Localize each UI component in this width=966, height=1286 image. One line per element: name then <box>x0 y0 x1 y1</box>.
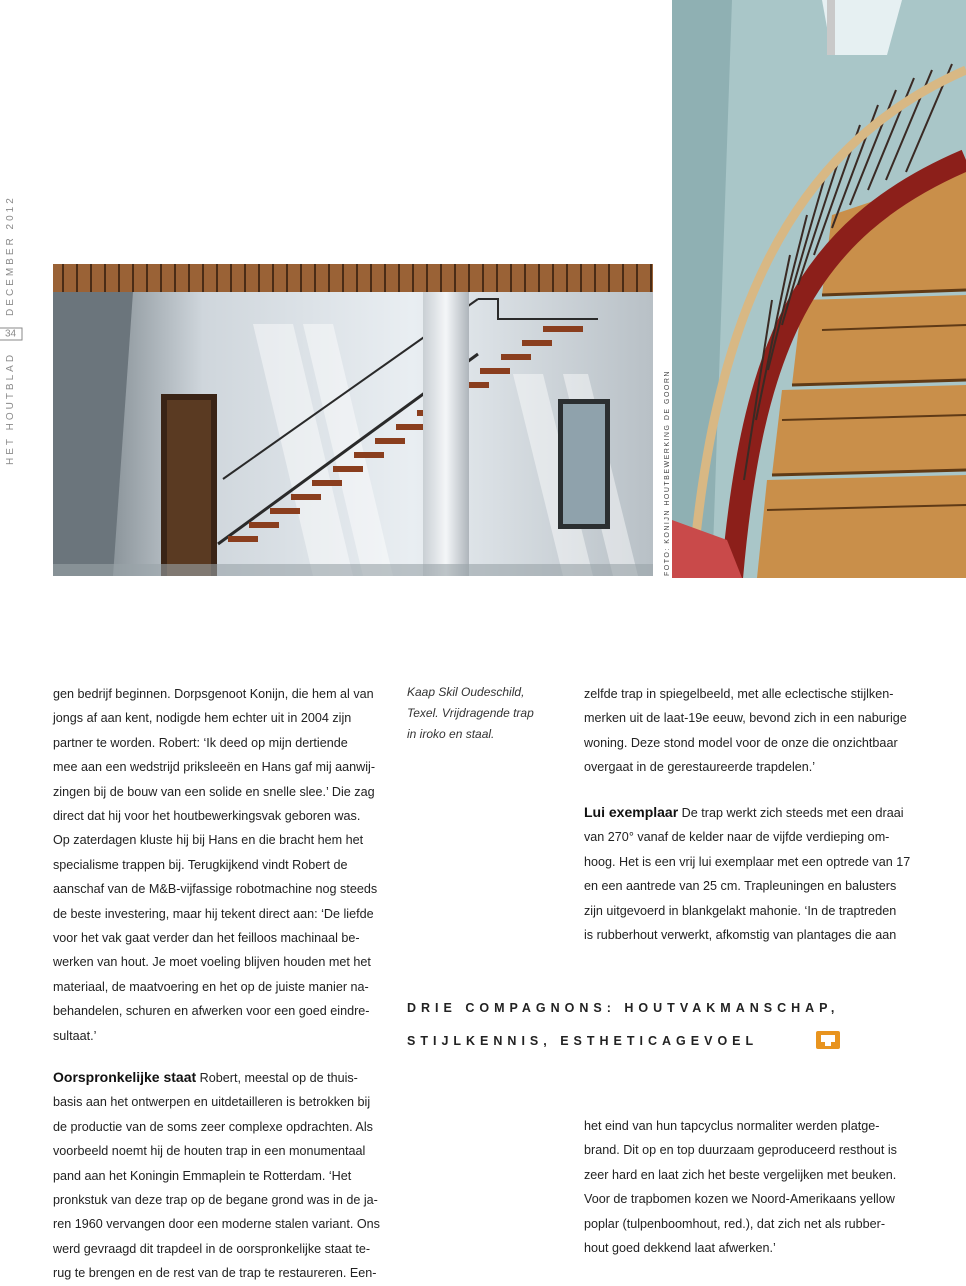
left-column-section <box>53 1065 393 1286</box>
text-line: pronkstuk van deze trap op de begane grond was in de ja- <box>53 1193 378 1208</box>
section-heading: Oorspronkelijke staat <box>53 1069 197 1085</box>
text-line: het eind van hun tapcyclus normaliter werden platge- <box>584 1119 880 1133</box>
spiral-staircase-image <box>672 0 966 578</box>
text-line: zeer hard en laat zich het beste vergelijken met beuken. <box>584 1167 897 1182</box>
text-line: zijn uitgevoerd in blankgelakt mahonie. ‘In de traptreden <box>584 903 897 918</box>
text-line: aanschaf van de M&B-vijfassige robotmachine nog steeds <box>53 882 378 897</box>
text-line: Voor de trapbomen kozen we Noord-Amerikaans yellow <box>584 1192 895 1207</box>
text-line: mee aan een wedstrijd priksleeën en Hans gaf mij aanwij- <box>53 760 376 775</box>
right-column-top <box>584 682 929 780</box>
running-head <box>2 175 18 465</box>
text-line: sultaat.’ <box>53 1028 97 1043</box>
text-line: woning. Deze stond model voor de onze die onzichtbaar <box>584 735 898 750</box>
text-line: specialisme trappen bij. Terugkijkend vindt Robert de <box>53 857 348 872</box>
text-line: pand aan het Koningin Emmaplein te Rotterdam. ‘Het <box>53 1168 352 1183</box>
issue-date: DECEMBER 2012 <box>4 195 16 316</box>
text-line: werken van hout. Je moet voeling blijven houden met het <box>53 955 371 970</box>
magazine-name: HET HOUTBLAD <box>4 351 16 465</box>
text-line: partner te worden. Robert: ‘Ik deed op mijn dertiende <box>53 735 348 750</box>
photo-credit: FOTO: KONIJN HOUTBEWERKING DE GOORN <box>664 370 671 576</box>
photo-spiral-staircase <box>672 0 966 578</box>
text-line: rug te brengen en de rest van de trap te restaureren. Een- <box>53 1266 377 1281</box>
text-line: Op zaterdagen kluste hij bij Hans en die bracht hem het <box>53 833 364 848</box>
text-line: hoog. Het is een vrij lui exemplaar met een optrede van 17 <box>584 854 911 869</box>
text-line: jongs af aan kent, nodigde hem echter uit in 2004 zijn <box>53 711 352 726</box>
photo-kaap-skil-staircase <box>53 264 653 576</box>
caption-line: in iroko en staal. <box>407 727 495 741</box>
pull-quote-line: DRIE COMPAGNONS: HOUTVAKMANSCHAP, <box>407 1001 840 1015</box>
text-line: voorbeeld noemt hij de houten trap in een monumentaal <box>53 1144 366 1159</box>
text-line: overgaat in de gerestaureerde trapdelen.’ <box>584 760 816 775</box>
caption-line: Texel. Vrijdragende trap <box>407 706 534 720</box>
text-line: direct dat hij voor het houtbewerkingsvak geboren was. <box>53 809 361 824</box>
text-line: gen bedrijf beginnen. Dorpsgenoot Konijn, die hem al van <box>53 687 374 701</box>
pull-quote-line: STIJLKENNIS, ESTHETICAGEVOEL <box>407 1034 759 1048</box>
right-column-bottom <box>584 1114 929 1260</box>
text-line: brand. Dit op en top duurzaam geproduceerd resthout is <box>584 1143 897 1158</box>
text-line: poplar (tulpenboomhout, red.), dat zich net als rubber- <box>584 1216 886 1231</box>
staircase-photo-image <box>53 264 653 576</box>
section-heading: Lui exemplaar <box>584 804 679 820</box>
orange-square-end-mark-icon <box>816 1031 840 1049</box>
caption-line: Kaap Skil Oudeschild, <box>407 685 525 699</box>
text-line: voor het vak gaat verder dan het feilloos machinaal be- <box>53 931 360 946</box>
right-column-section <box>584 800 929 947</box>
text-line: werd gevraagd dit trapdeel in de oorspronkelijke staat te- <box>53 1241 371 1256</box>
text-line: basis aan het ontwerpen en uitdetailleren is betrokken bij <box>53 1095 371 1110</box>
text-line: zingen bij de bouw van een solide en snelle slee.’ Die zag <box>53 784 375 799</box>
left-column <box>53 682 393 1048</box>
text-line: hout goed dekkend laat afwerken.’ <box>584 1241 776 1256</box>
text-line: van 270° vanaf de kelder naar de vijfde verdieping om- <box>584 830 890 845</box>
photo-caption <box>407 682 567 745</box>
text-line: ren 1960 vervangen door een moderne stalen variant. Ons <box>53 1217 380 1232</box>
page-number: 34 <box>0 327 22 340</box>
text-fragment: Robert, meestal op de thuis- <box>199 1071 358 1085</box>
text-line: merken uit de laat-19e eeuw, bevond zich in een naburige <box>584 711 907 726</box>
text-line: behandelen, schuren en afwerken voor een goed eindre- <box>53 1004 370 1019</box>
text-line: materiaal, de maatvoering en het op de juiste manier na- <box>53 979 369 994</box>
text-line: en een aantrede van 25 cm. Trapleuningen en balusters <box>584 879 897 894</box>
section-first-line <box>53 1065 393 1090</box>
section-first-line <box>584 800 929 825</box>
text-fragment: De trap werkt zich steeds met een draai <box>681 806 904 820</box>
text-line: is rubberhout verwerkt, afkomstig van plantages die aan <box>584 928 897 943</box>
text-line: zelfde trap in spiegelbeeld, met alle eclectische stijlken- <box>584 687 894 701</box>
text-line: de productie van de soms zeer complexe opdrachten. Als <box>53 1119 373 1134</box>
text-line: de beste investering, maar hij tekent direct aan: ‘De liefde <box>53 906 374 921</box>
pull-quote <box>407 992 847 1058</box>
